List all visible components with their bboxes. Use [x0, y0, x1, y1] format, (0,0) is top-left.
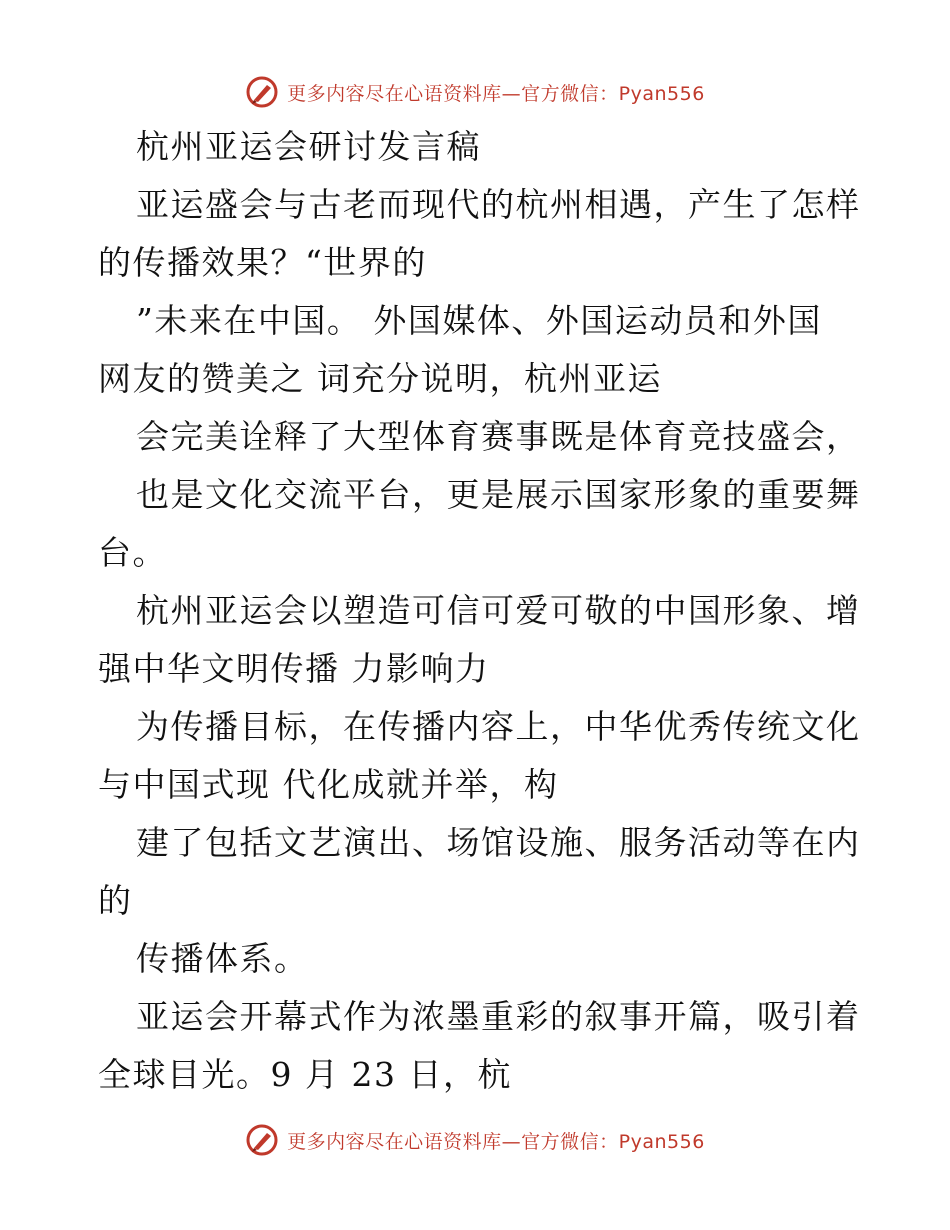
document-title: 杭州亚运会研讨发言稿: [136, 127, 481, 166]
header-banner-text: 更多内容尽在心语资料库—官方微信：Pyan556: [287, 82, 705, 105]
header-banner: [0, 72, 950, 112]
paragraph-line: 亚运会开幕式作为浓墨重彩的叙事开篇，吸引着: [136, 997, 861, 1036]
paragraph-line: 网友的赞美之 词充分说明，杭州亚运: [98, 359, 662, 398]
paragraph-line: 的传播效果？“世界的: [98, 243, 427, 282]
paragraph-line: 为传播目标，在传播内容上，中华优秀传统文化: [136, 707, 861, 746]
paragraph-line: 杭州亚运会以塑造可信可爱可敬的中国形象、增: [136, 591, 861, 630]
paragraph-line: 会完美诠释了大型体育赛事既是体育竞技盛会，: [136, 417, 861, 456]
paragraph-line: 强中华文明传播 力影响力: [98, 649, 490, 688]
paragraph-line: 也是文化交流平台，更是展示国家形象的重要舞: [136, 475, 861, 514]
footer-banner-text: 更多内容尽在心语资料库—官方微信：Pyan556: [287, 1130, 705, 1153]
paragraph-line: 建了包括文艺演出、场馆设施、服务活动等在内: [136, 823, 861, 862]
paragraph-line: 的: [98, 881, 133, 920]
paragraph-line: 台。: [98, 533, 167, 572]
pen-logo-icon: [245, 75, 279, 109]
paragraph-line: 传播体系。: [136, 939, 309, 978]
paragraph-line: ”未来在中国。 外国媒体、外国运动员和外国: [136, 301, 822, 340]
footer-banner: [0, 1120, 950, 1160]
paragraph-line: 亚运盛会与古老而现代的杭州相遇，产生了怎样: [136, 185, 861, 224]
paragraph-line: 与中国式现 代化成就并举，构: [98, 765, 559, 804]
pen-logo-icon: [245, 1123, 279, 1157]
paragraph-line: 全球目光。9 月 23 日，杭: [98, 1055, 512, 1094]
